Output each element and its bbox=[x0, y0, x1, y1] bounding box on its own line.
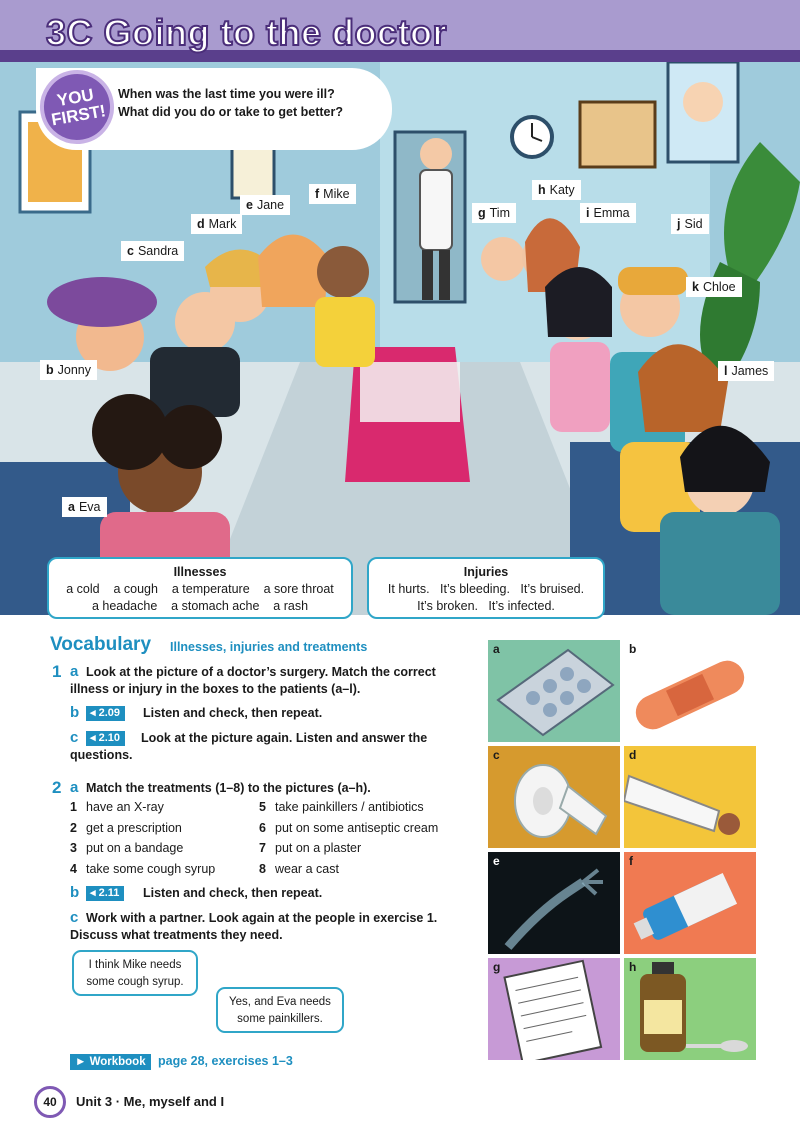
injuries-box bbox=[367, 557, 605, 619]
patient-label-mark: d Mark bbox=[191, 214, 242, 234]
exercise-2c-letter: c bbox=[70, 909, 79, 926]
injuries-title: Injuries bbox=[463, 565, 509, 579]
exercise-1a-letter: a bbox=[70, 663, 79, 680]
speech-bubble-2: Yes, and Eva needs some painkillers. bbox=[216, 987, 344, 1033]
picture-b-plaster: b bbox=[624, 640, 756, 742]
you-first-question-2: What did you do or take to get better? bbox=[118, 105, 343, 119]
workbook-tag[interactable]: ► Workbook bbox=[70, 1054, 151, 1070]
patient-label-mike: f Mike bbox=[309, 184, 356, 204]
exercise-1b-letter: b bbox=[70, 704, 80, 721]
illnesses-line-2: a headache a stomach ache a rash bbox=[91, 599, 309, 613]
patient-label-tim: g Tim bbox=[472, 203, 516, 223]
treatment-item: 7 put on a plaster bbox=[259, 841, 362, 855]
treatment-item: 3 put on a bandage bbox=[70, 841, 184, 855]
picture-c-bandage: c bbox=[488, 746, 620, 848]
exercise-1b-text: Listen and check, then repeat. bbox=[143, 706, 323, 720]
exercise-2-number: 2 bbox=[52, 778, 62, 797]
vocabulary-heading: Vocabulary bbox=[50, 634, 152, 655]
injuries-line-2: It’s broken. It’s infected. bbox=[417, 599, 555, 613]
treatment-item: 8 wear a cast bbox=[259, 862, 339, 876]
picture-d-cast: d bbox=[624, 746, 756, 848]
speech-bubble-1: I think Mike needs some cough syrup. bbox=[72, 950, 198, 996]
patient-label-sid: j Sid bbox=[671, 214, 709, 234]
injuries-line-1: It hurts. It’s bleeding. It’s bruised. bbox=[387, 582, 585, 596]
patient-label-sandra: c Sandra bbox=[121, 241, 184, 261]
picture-e-xray: e bbox=[488, 852, 620, 954]
vocabulary-subheading: Illnesses, injuries and treatments bbox=[170, 640, 368, 654]
patient-label-emma: i Emma bbox=[580, 203, 636, 223]
audio-track-badge-2b[interactable]: ◂ 2.11 bbox=[86, 886, 124, 901]
patient-label-chloe: k Chloe bbox=[686, 277, 742, 297]
workbook-reference: page 28, exercises 1–3 bbox=[158, 1054, 293, 1068]
treatment-item: 5 take painkillers / antibiotics bbox=[259, 800, 424, 814]
you-first-questions bbox=[118, 85, 388, 121]
picture-f-cream: f bbox=[624, 852, 756, 954]
exercise-1-number: 1 bbox=[52, 662, 62, 681]
patient-label-jonny: b Jonny bbox=[40, 360, 97, 380]
picture-g-prescription: g bbox=[488, 958, 620, 1060]
illnesses-title: Illnesses bbox=[173, 565, 227, 579]
audio-track-badge-1b[interactable]: ◂ 2.09 bbox=[86, 706, 125, 721]
page-number: 40 bbox=[34, 1086, 66, 1118]
patient-label-katy: h Katy bbox=[532, 180, 581, 200]
exercise-1c-letter: c bbox=[70, 729, 79, 746]
exercise-1c-text: Look at the picture again. Listen and answer the questions. bbox=[70, 731, 428, 762]
you-first-question-1: When was the last time you were ill? bbox=[118, 87, 335, 101]
treatment-item: 4 take some cough syrup bbox=[70, 862, 216, 876]
unit-footer: Unit 3 · Me, myself and I bbox=[76, 1094, 225, 1109]
picture-a-tablets: a bbox=[488, 640, 620, 742]
patient-label-james: l James bbox=[718, 361, 774, 381]
picture-h-cough-syrup: h bbox=[624, 958, 756, 1060]
audio-track-badge-1c[interactable]: ◂ 2.10 bbox=[86, 731, 125, 746]
treatment-item: 1 have an X-ray bbox=[70, 800, 164, 814]
exercise-2a-text: Match the treatments (1–8) to the pictures (a–h). bbox=[86, 781, 371, 795]
illnesses-line-1: a cold a cough a temperature a sore throat bbox=[66, 582, 334, 596]
exercise-2b-letter: b bbox=[70, 884, 80, 901]
you-first-badge: YOU FIRST! bbox=[34, 64, 120, 150]
treatment-item: 6 put on some antiseptic cream bbox=[259, 821, 439, 835]
exercise-2c-text: Work with a partner. Look again at the people in exercise 1. Discuss what treatments they need. bbox=[70, 911, 438, 942]
treatment-item: 2 get a prescription bbox=[70, 821, 182, 835]
page-title: 3C Going to the doctor bbox=[46, 12, 447, 53]
patient-label-eva: a Eva bbox=[62, 497, 107, 517]
illnesses-box bbox=[47, 557, 353, 619]
exercise-1a-text: Look at the picture of a doctor’s surgery. Match the correct illness or injury in the boxes to the patients (a–l). bbox=[70, 665, 436, 696]
exercise-2a-letter: a bbox=[70, 779, 79, 796]
patient-label-jane: e Jane bbox=[240, 195, 290, 215]
exercise-2b-text: Listen and check, then repeat. bbox=[143, 886, 323, 900]
